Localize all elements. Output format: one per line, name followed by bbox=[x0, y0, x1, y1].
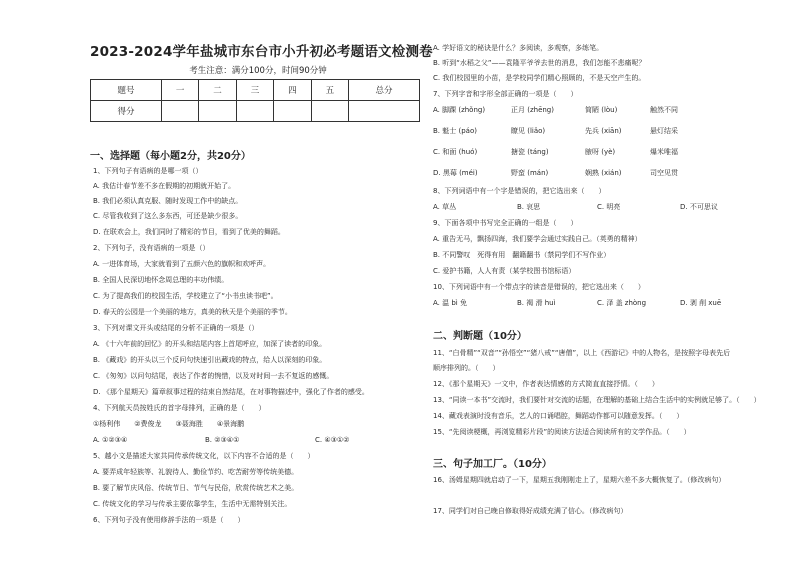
q7-cell: A. 脚踝 (zhǒng) bbox=[433, 106, 486, 114]
q8-options-row bbox=[433, 203, 753, 212]
score-input-cell[interactable] bbox=[236, 101, 273, 122]
q7-cell: 正月 (zhēng) bbox=[511, 106, 554, 114]
option-line: B. 不同警叹 死得有用 翻籍翻书（禁同学们不写作业） bbox=[433, 251, 611, 259]
q4-option: C. ④③①② bbox=[315, 436, 350, 444]
question-line: 顺序排列的。（ ） bbox=[433, 364, 500, 372]
option-line: A. 要弄成年轻族等、礼貌待人、勤俭节约、吃苦耐劳等传统美德。 bbox=[93, 468, 299, 476]
q10-option: D. 剥 削 xuē bbox=[680, 299, 722, 307]
score-header-cell: 总分 bbox=[349, 80, 420, 101]
q4-option: B. ②③④① bbox=[205, 436, 240, 444]
question-line: 9、下面各项中书写完全正确的一组是（ ） bbox=[433, 219, 578, 227]
exam-note: 考生注意：满分100分，时间90分钟 bbox=[189, 66, 327, 76]
score-header-cell: 四 bbox=[274, 80, 311, 101]
option-line: A. 一进体育场，大家就看到了五颜六色的旗帜和欢呼声。 bbox=[93, 260, 271, 268]
question-line: 12、《那个星期天》一文中，作者表达情感的方式简直直接抒情。（ ） bbox=[433, 380, 659, 388]
q7-cell: 先兵 (xiān) bbox=[585, 127, 622, 135]
question-line: 10、下列词语中有一个带点字的读音是错误的，把它选出来（ ） bbox=[433, 283, 645, 291]
option-line: C. 为了提高我们的校园生活，学校建立了“小书虫读书吧”。 bbox=[93, 292, 278, 300]
q7-cell: 爆米唯福 bbox=[650, 148, 678, 156]
score-table bbox=[90, 79, 420, 122]
score-row-label: 得分 bbox=[91, 101, 162, 122]
q4-option: A. ①②③④ bbox=[93, 436, 128, 444]
q8-option: A. 草丛 bbox=[433, 203, 457, 211]
item-line: ①杨利伟 ②费俊龙 ③聂海胜 ④景海鹏 bbox=[93, 420, 245, 428]
question-line: 11、“白骨精”“双音”“孙悟空”“猪八戒”“唐僧”，以上《西游记》中的人物名，是按照字母表先后 bbox=[433, 349, 731, 357]
option-line: A. 重告无马，飘扬四海，我们要学会通过实践自己。（英勇的精神） bbox=[433, 235, 642, 243]
score-input-cell[interactable] bbox=[274, 101, 311, 122]
option-line: C. 尽管我收到了这么多东西，可还是缺少很多。 bbox=[93, 212, 243, 220]
option-line: B. 全国人民深切地怀念周总理的丰功伟绩。 bbox=[93, 276, 229, 284]
question-line: 1、下列句子有语病的是哪一项（） bbox=[93, 167, 203, 175]
option-line: C. 《匆匆》以问句结尾，表达了作者的惋惜，以及对时间一去不复返的感慨。 bbox=[93, 372, 334, 380]
option-line: D. 《那个星期天》篇章叙事过程的结束自然结尾，在对事物描述中，强化了作者的感受。 bbox=[93, 388, 369, 396]
q7-cell: 触然不同 bbox=[650, 106, 678, 114]
q7-cell: 瞭见 (liǎo) bbox=[511, 127, 546, 135]
score-input-cell[interactable] bbox=[161, 101, 198, 122]
score-header-cell: 二 bbox=[199, 80, 236, 101]
option-line: C. 我们校园里的小苗，是学校同学们精心照顾的，不是天空产生的。 bbox=[433, 74, 646, 82]
q7-cell: 野蛮 (mán) bbox=[511, 169, 549, 177]
q10-option: B. 褐 滑 huì bbox=[517, 299, 556, 307]
q7-cell: 腋呀 (yè) bbox=[585, 148, 616, 156]
q8-option: D. 不可思议 bbox=[680, 203, 718, 211]
q7-cell: 悬灯结采 bbox=[650, 127, 678, 135]
q7-option-row bbox=[433, 106, 753, 115]
q7-cell: B. 魁士 (páo) bbox=[433, 127, 477, 135]
score-header-cell: 题号 bbox=[91, 80, 162, 101]
question-line: 15、“先阅读梗概，再浏览精彩片段”的阅读方法适合阅读所有的文学作品。（ ） bbox=[433, 428, 691, 436]
question-line: 16、汤姆星期四就启动了一下，星期五我刚刚走上了，星期六差不多大概恢复了。（修改病句） bbox=[433, 476, 726, 484]
q10-option: A. 温 bì 免 bbox=[433, 299, 467, 307]
q8-option: B. 哀思 bbox=[517, 203, 541, 211]
question-line: 7、下列字音和字形全部正确的一项是（ ） bbox=[433, 90, 578, 98]
question-line: 6、下列句子没有使用修辞手法的一项是（ ） bbox=[93, 516, 245, 524]
q8-option: C. 明亮 bbox=[597, 203, 621, 211]
question-line: 8、下列词语中有一个字是错误的，把它选出来（ ） bbox=[433, 187, 606, 195]
q7-cell: 搪瓷 (táng) bbox=[511, 148, 549, 156]
q7-option-row bbox=[433, 148, 753, 157]
option-line: B. 我们必须认真克服、随时发现工作中的缺点。 bbox=[93, 197, 243, 205]
q7-option-row bbox=[433, 127, 753, 136]
score-header-cell: 三 bbox=[236, 80, 273, 101]
score-table-score-row bbox=[91, 101, 420, 122]
option-line: D. 在联欢会上，我们同时了精彩的节目，看到了优美的舞蹈。 bbox=[93, 228, 285, 236]
score-input-cell[interactable] bbox=[311, 101, 348, 122]
score-header-cell: 五 bbox=[311, 80, 348, 101]
question-line: 13、“同读一本书”交流时，我们要针对交流的话题，在理解的基础上结合生活中的实例就足够了。（ ） bbox=[433, 396, 761, 404]
q7-cell: C. 和面 (huó) bbox=[433, 148, 478, 156]
option-line: A. 我估计春节差不多在假期的初期就开始了。 bbox=[93, 182, 236, 190]
page-title: 2023-2024学年盐城市东台市小升初必考题语文检测卷 bbox=[90, 44, 433, 60]
q4-options-row bbox=[93, 436, 423, 445]
q7-cell: 司空见贯 bbox=[650, 169, 678, 177]
option-line: D. 春天的公园是一个美丽的地方，真美的秋天是个美丽的季节。 bbox=[93, 308, 292, 316]
option-line: B. 《藏戏》的开头以三个反问句快速引出藏戏的特点，给人以深刻的印象。 bbox=[93, 356, 327, 364]
question-line: 14、藏戏表演时没有音乐，艺人的口诵唱腔，舞蹈动作都可以随意发挥。（ ） bbox=[433, 412, 684, 420]
option-line: A. 学好语文的秘诀是什么？多阅读，多观察，多练笔。 bbox=[433, 44, 604, 52]
question-line: 17、同学们对自己晚自修取得好成绩充满了信心。（修改病句） bbox=[433, 507, 628, 515]
section-judge-heading: 二、判断题（10分） bbox=[433, 331, 527, 342]
q7-cell: D. 黑莓 (méi) bbox=[433, 169, 478, 177]
question-line: 4、下列航天员按姓氏的首字母排列，正确的是（ ） bbox=[93, 404, 266, 412]
question-line: 5、越小文是描述大家共同传承传统文化，以下内容不合适的是（ ） bbox=[93, 452, 315, 460]
option-line: C. 传统文化的学习与传承主要依靠学生，生活中无需特别关注。 bbox=[93, 500, 292, 508]
option-line: B. 听到“水稻之父”——袁隆平爷爷去世的消息，我们怎能不悲痛呢？ bbox=[433, 59, 646, 67]
question-line: 3、下列对课文开头或结尾的分析不正确的一项是（） bbox=[93, 324, 259, 332]
q7-cell: 简陋 (lòu) bbox=[585, 106, 618, 114]
section-choice-heading: 一、选择题（每小题2分，共20分） bbox=[90, 151, 251, 162]
option-line: B. 要了解节庆风俗、传统节日、节气与民俗，欣赏传统艺术之美。 bbox=[93, 484, 299, 492]
score-input-cell[interactable] bbox=[349, 101, 420, 122]
q10-option: C. 泽 盖 zhòng bbox=[597, 299, 647, 307]
score-input-cell[interactable] bbox=[199, 101, 236, 122]
option-line: C. 爱护书籍，人人有责（某学校图书馆标语） bbox=[433, 267, 576, 275]
q7-option-row bbox=[433, 169, 753, 178]
q7-cell: 娴熟 (xián) bbox=[585, 169, 622, 177]
score-header-cell: 一 bbox=[161, 80, 198, 101]
question-line: 2、下列句子，没有语病的一项是（） bbox=[93, 244, 210, 252]
section-sentence-heading: 三、句子加工厂。（10分） bbox=[433, 459, 552, 470]
score-table-header-row bbox=[91, 80, 420, 101]
q10-options-row bbox=[433, 299, 753, 308]
option-line: A. 《十六年前的回忆》的开头和结尾内容上首尾呼应，加深了读者的印象。 bbox=[93, 340, 327, 348]
